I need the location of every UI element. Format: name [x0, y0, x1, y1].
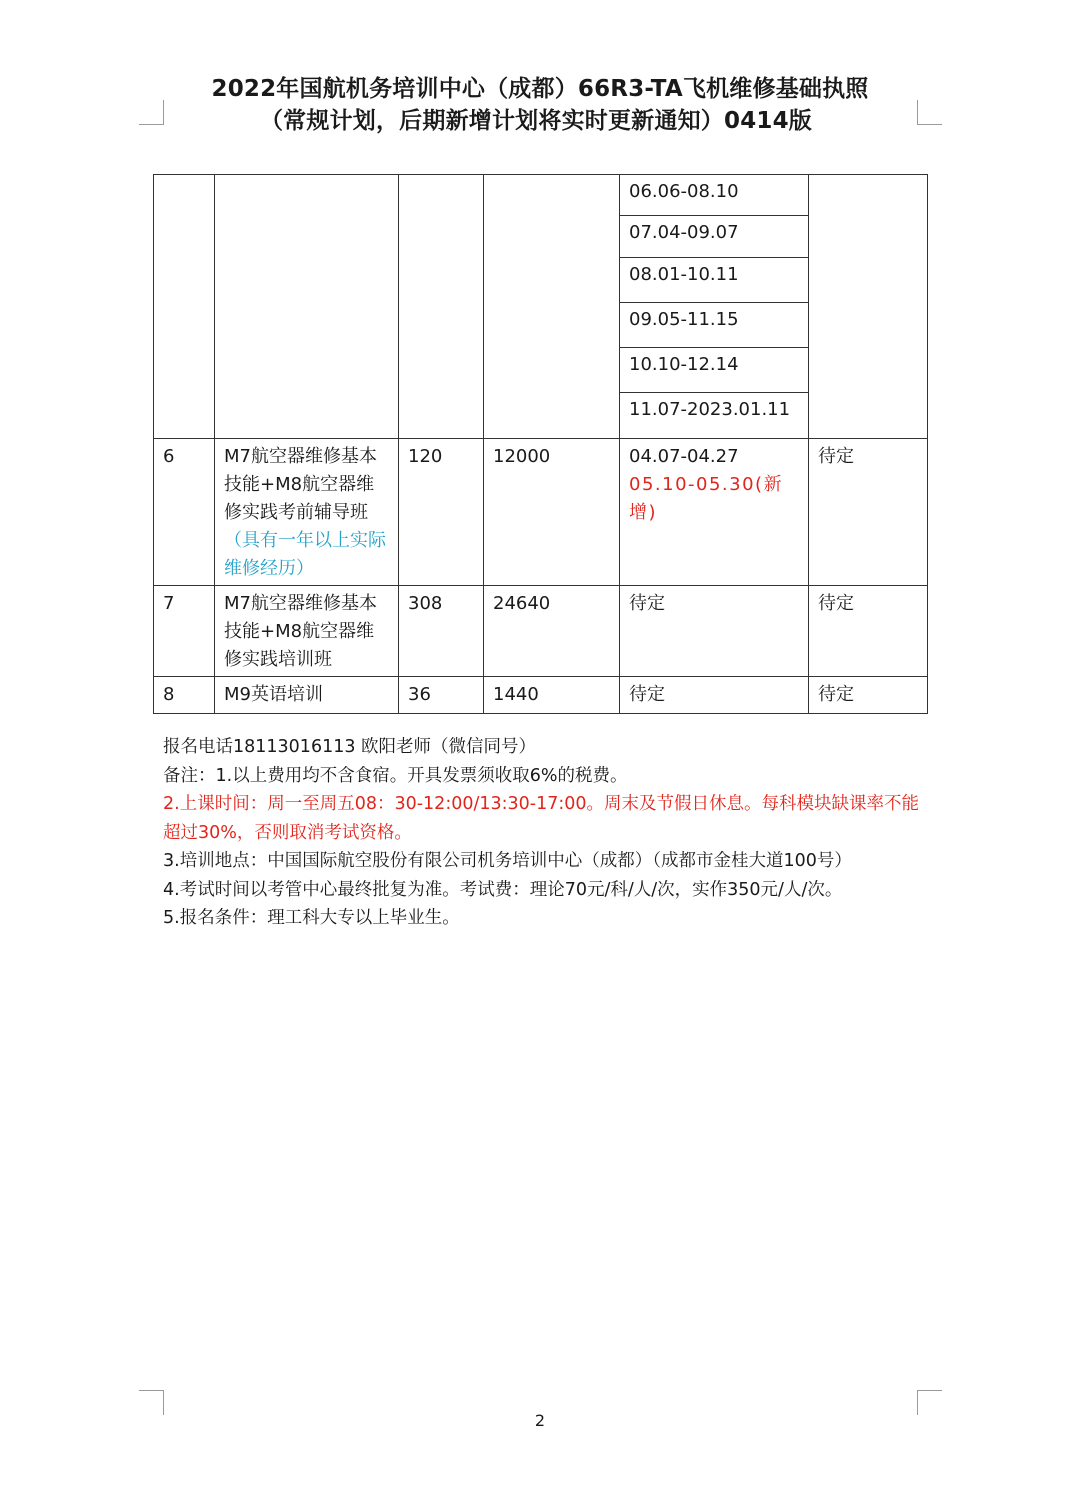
course-name: M7航空器维修基本技能+M8航空器维修实践考前辅导班	[224, 446, 377, 523]
table-row-continued	[154, 175, 928, 439]
cell-hours	[399, 175, 484, 439]
cell-exam: 待定	[809, 439, 928, 586]
date-list	[620, 175, 808, 438]
cell-hours: 120	[399, 439, 484, 586]
cell-course: M9英语培训	[215, 677, 399, 714]
date-item-new: 05.10-05.30(新增)	[629, 474, 784, 523]
document-title-line1: 2022年国航机务培训中心（成都）66R3-TA飞机维修基础执照	[211, 76, 869, 102]
date-item: 04.07-04.27	[629, 446, 739, 467]
cell-no: 8	[154, 677, 215, 714]
page-number: 2	[534, 1411, 546, 1430]
cell-course	[215, 175, 399, 439]
table-row	[154, 586, 928, 677]
date-item: 09.05-11.15	[620, 303, 808, 348]
cell-dates	[620, 175, 809, 439]
cell-exam: 待定	[809, 677, 928, 714]
cell-hours: 308	[399, 586, 484, 677]
table-row	[154, 439, 928, 586]
cell-exam: 待定	[809, 586, 928, 677]
note-class-time: 2.上课时间：周一至周五08：30-12:00/13:30-17:00。周末及节假日休息。每科模块缺课率不能超过30%，否则取消考试资格。	[163, 794, 920, 843]
table-row	[154, 677, 928, 714]
note-location: 3.培训地点：中国国际航空股份有限公司机务培训中心（成都）（成都市金桂大道100号）	[163, 851, 852, 871]
date-item: 10.10-12.14	[620, 348, 808, 393]
note-eligibility: 5.报名条件：理工科大专以上毕业生。	[163, 908, 460, 928]
course-schedule-table	[153, 174, 928, 714]
cell-fee: 24640	[484, 586, 620, 677]
cell-dates: 待定	[620, 677, 809, 714]
date-item: 06.06-08.10	[620, 175, 808, 216]
cell-dates	[620, 439, 809, 586]
registration-contact: 报名电话18113016113 欧阳老师（微信同号）	[163, 737, 537, 757]
cell-course	[215, 439, 399, 586]
note-exam: 4.考试时间以考管中心最终批复为准。考试费：理论70元/科/人/次，实作350元/人/次。	[163, 879, 843, 900]
course-requirement-note: （具有一年以上实际维修经历）	[224, 530, 386, 579]
cell-no	[154, 175, 215, 439]
cell-course: M7航空器维修基本技能+M8航空器维修实践培训班	[215, 586, 399, 677]
cell-hours: 36	[399, 677, 484, 714]
cell-no: 6	[154, 439, 215, 586]
date-item: 08.01-10.11	[620, 258, 808, 303]
document-title-line2: （常规计划，后期新增计划将实时更新通知）0414版	[259, 108, 812, 134]
crop-mark-top-right	[917, 100, 942, 125]
crop-mark-top-left	[139, 100, 164, 125]
cell-dates: 待定	[620, 586, 809, 677]
date-item: 11.07-2023.01.11	[629, 399, 791, 420]
cell-exam	[809, 175, 928, 439]
date-item: 07.04-09.07	[620, 216, 808, 258]
notes-section	[163, 733, 933, 933]
cell-no: 7	[154, 586, 215, 677]
cell-fee	[484, 175, 620, 439]
note-fees: 备注：1.以上费用均不含食宿。开具发票须收取6%的税费。	[163, 765, 628, 786]
cell-fee: 1440	[484, 677, 620, 714]
cell-fee: 12000	[484, 439, 620, 586]
